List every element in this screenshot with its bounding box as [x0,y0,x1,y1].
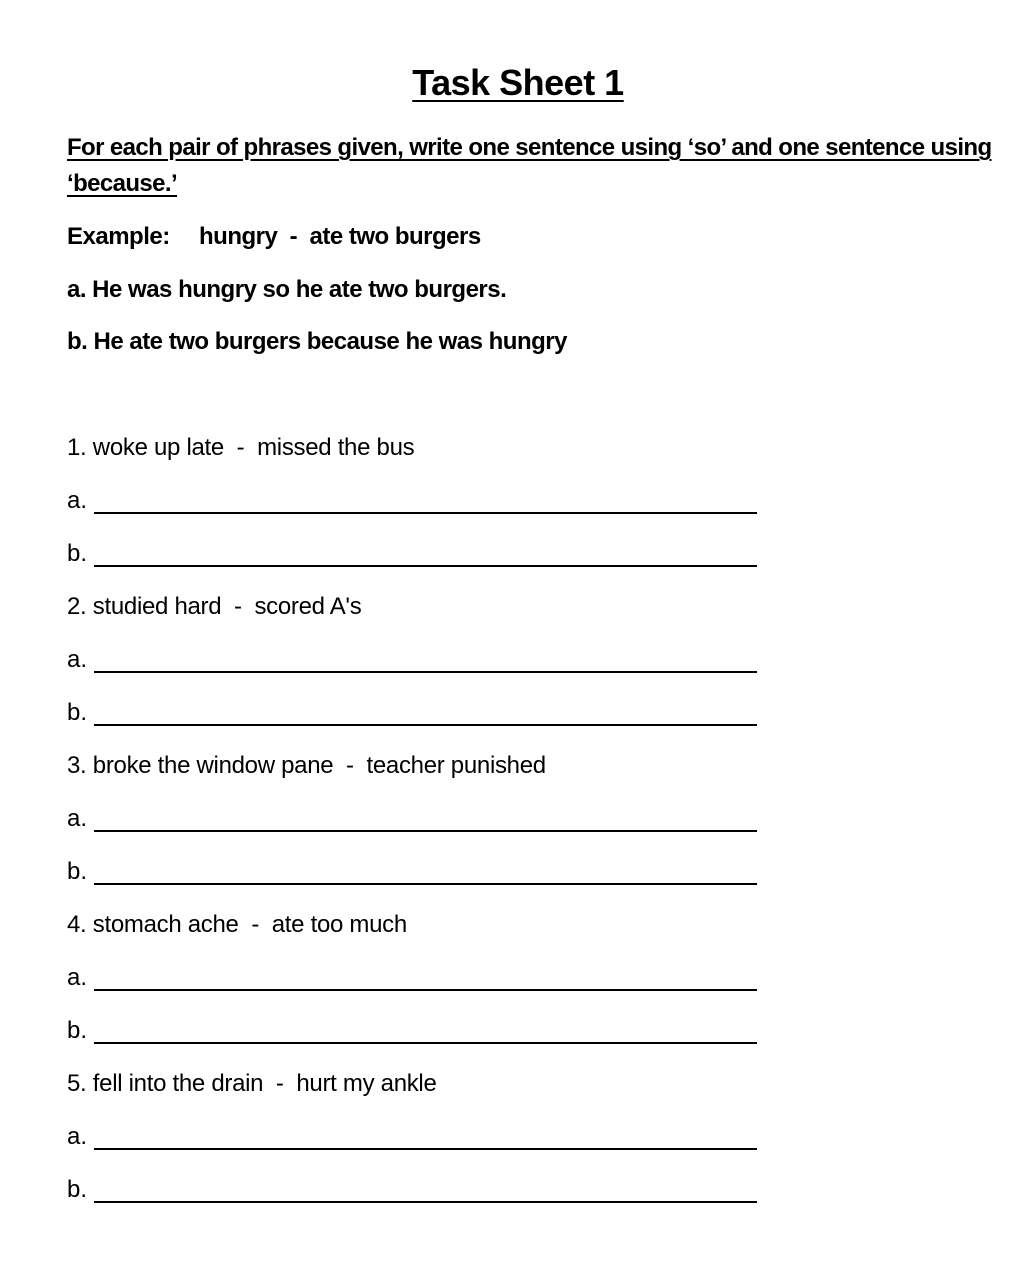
answer-blank-line[interactable] [94,1148,757,1150]
answer-letter: a. [67,646,88,673]
answer-blank-line[interactable] [94,1201,757,1203]
task-5-answer-b [67,1175,767,1205]
answer-letter: a. [67,487,88,514]
answer-letter: b. [67,699,88,726]
task-2-answer-b [67,698,767,728]
task-3-answer-a [67,804,767,834]
task-prompt-4: 4. stomach ache - ate too much [67,911,407,938]
answer-blank-line[interactable] [94,1042,757,1044]
answer-letter: a. [67,1123,88,1150]
answer-blank-line[interactable] [94,830,757,832]
task-prompt-5: 5. fell into the drain - hurt my ankle [67,1070,437,1097]
page-title: Task Sheet 1 [412,62,624,103]
answer-blank-line[interactable] [94,989,757,991]
answer-letter: b. [67,540,88,567]
task-prompt-3: 3. broke the window pane - teacher punished [67,752,546,779]
task-1-answer-a [67,486,767,516]
instructions: For each pair of phrases given, write one sentence using ‘so’ and one sentence using ‘because.’ [67,134,992,197]
example-answer-a: a. He was hungry so he ate two burgers. [67,276,507,303]
answer-blank-line[interactable] [94,565,757,567]
answer-blank-line[interactable] [94,724,757,726]
task-4-answer-b [67,1016,767,1046]
example-label: Example: [67,223,170,250]
answer-blank-line[interactable] [94,671,757,673]
example-phrase: hungry - ate two burgers [199,223,481,250]
task-4-answer-a [67,963,767,993]
answer-letter: a. [67,805,88,832]
example-answer-b: b. He ate two burgers because he was hungry [67,328,567,355]
task-2-answer-a [67,645,767,675]
task-1-answer-b [67,539,767,569]
answer-blank-line[interactable] [94,512,757,514]
task-3-answer-b [67,857,767,887]
answer-blank-line[interactable] [94,883,757,885]
task-prompt-1: 1. woke up late - missed the bus [67,434,415,461]
answer-letter: b. [67,1017,88,1044]
answer-letter: b. [67,858,88,885]
task-5-answer-a [67,1122,767,1152]
task-prompt-2: 2. studied hard - scored A's [67,593,362,620]
answer-letter: a. [67,964,88,991]
example-line [67,222,481,252]
answer-letter: b. [67,1176,88,1203]
